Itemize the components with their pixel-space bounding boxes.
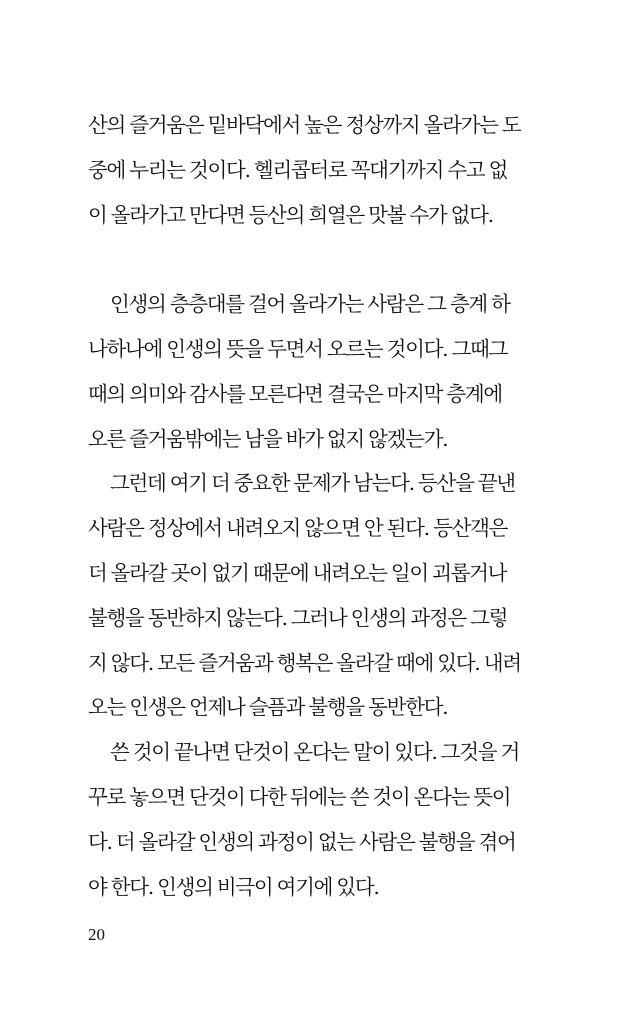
body-text (88, 103, 525, 909)
text-line: 산의 즐거움은 밑바닥에서 높은 정상까지 올라가는 도 (88, 113, 521, 137)
paragraph-4 (88, 730, 525, 909)
text-line: 인생의 층층대를 걸어 올라가는 사람은 그 층계 하 (110, 292, 510, 317)
paragraph-gap (88, 237, 525, 282)
text-line: 사람은 정상에서 내려오지 않으면 안 된다. 등산객은 (88, 516, 508, 541)
paragraph-3 (88, 461, 525, 730)
text-line: 쓴 것이 끝나면 단것이 온다는 말이 있다. 그것을 거 (110, 740, 520, 765)
paragraph-1 (88, 103, 525, 237)
text-line: 이 올라가고 만다면 등산의 희열은 맛볼 수가 없다. (88, 202, 493, 227)
text-line: 꾸로 놓으면 단것이 다한 뒤에는 쓴 것이 온다는 뜻이 (88, 784, 511, 809)
text-line: 야 한다. 인생의 비극이 여기에 있다. (88, 874, 379, 899)
text-line: 오는 인생은 언제나 슬픔과 불행을 동반한다. (88, 695, 448, 720)
text-line: 때의 의미와 감사를 모른다면 결국은 마지막 층계에 (88, 381, 502, 406)
text-line: 불행을 동반하지 않는다. 그러나 인생의 과정은 그렇 (88, 605, 508, 630)
text-line: 나하나에 인생의 뜻을 두면서 오르는 것이다. 그때그 (88, 336, 508, 361)
text-line: 다. 더 올라갈 인생의 과정이 없는 사람은 불행을 겪어 (88, 829, 516, 854)
page-number: 20 (88, 925, 105, 944)
paragraph-2 (88, 282, 525, 461)
text-line: 지 않다. 모든 즐거움과 행복은 올라갈 때에 있다. 내려 (88, 650, 521, 675)
text-line: 오른 즐거움밖에는 남을 바가 없지 않겠는가. (88, 426, 448, 451)
text-line: 더 올라갈 곳이 없기 때문에 내려오는 일이 괴롭거나 (88, 560, 507, 585)
text-line: 중에 누리는 것이다. 헬리콥터로 꼭대기까지 수고 없 (88, 157, 508, 182)
text-line: 그런데 여기 더 중요한 문제가 남는다. 등산을 끝낸 (110, 471, 515, 496)
